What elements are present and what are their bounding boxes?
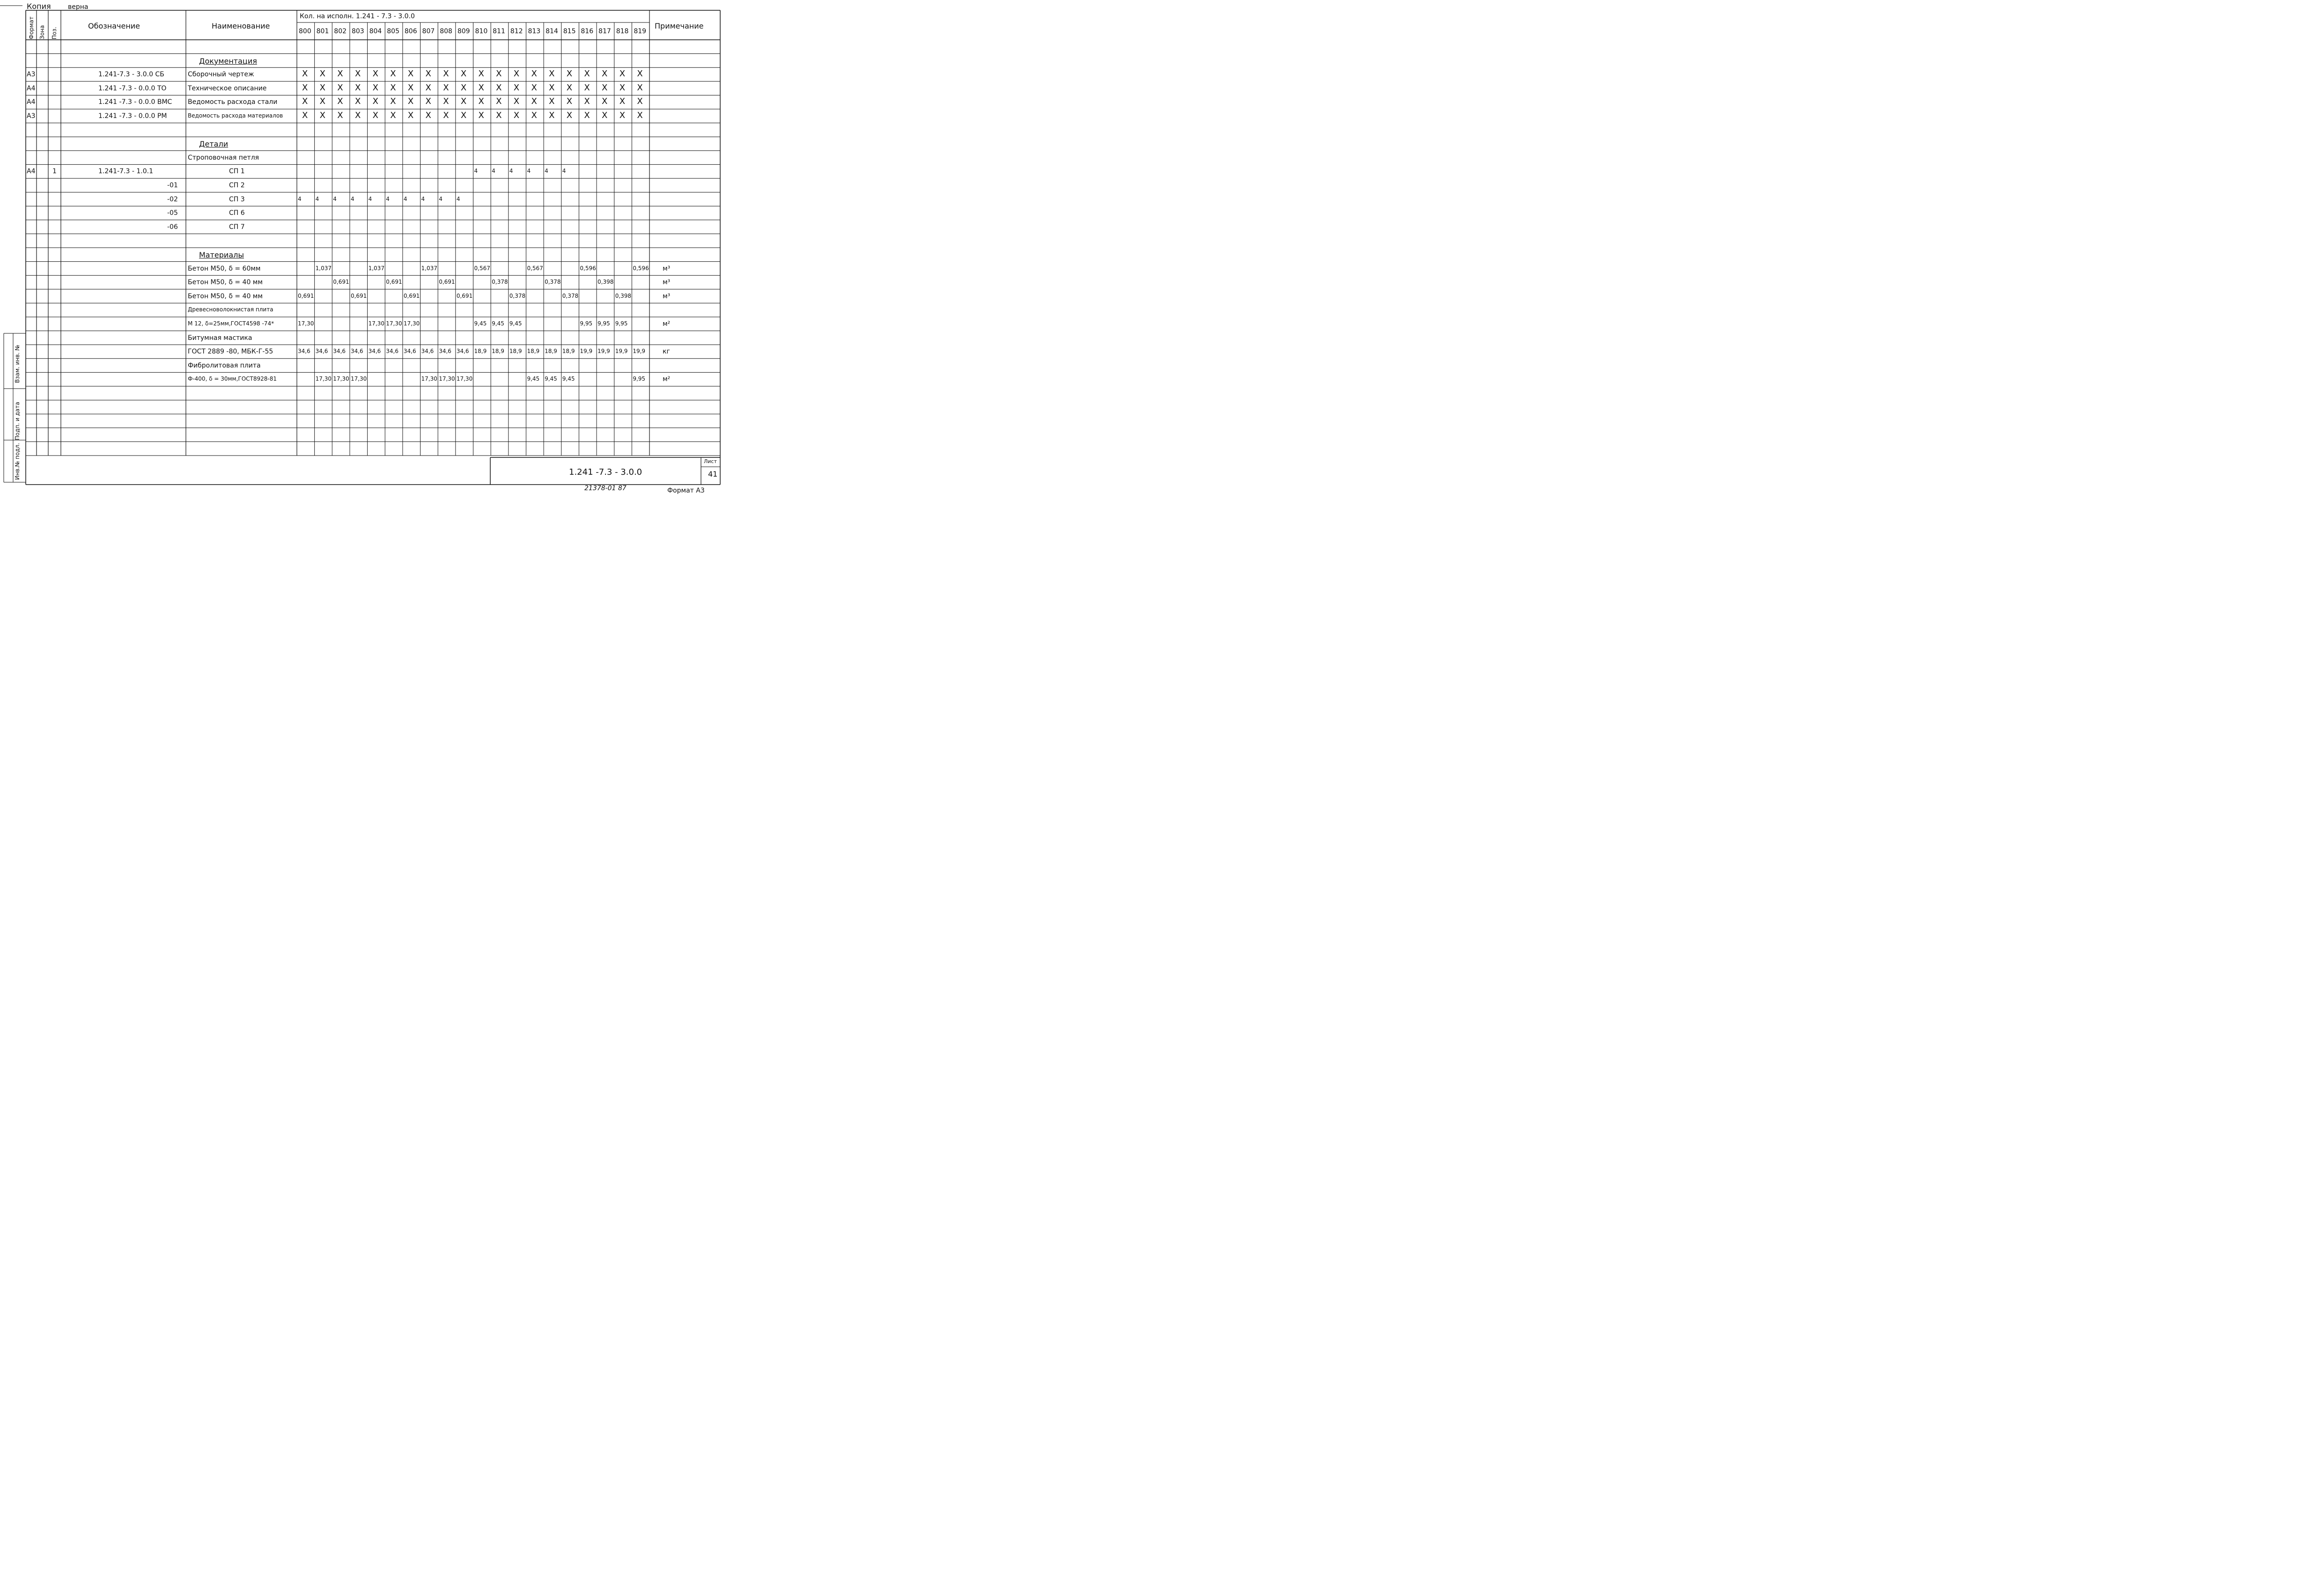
- row-designation: 1.241-7.3 - 3.0.0 СБ: [98, 71, 164, 79]
- sheet-number: 41: [708, 470, 718, 478]
- check-mark: X: [443, 82, 449, 93]
- check-mark: X: [319, 82, 325, 93]
- qty-value: 0,691: [386, 279, 402, 286]
- check-mark: X: [637, 82, 643, 93]
- check-mark: X: [390, 69, 396, 79]
- check-mark: X: [478, 96, 484, 107]
- qty-value: 17,30: [333, 375, 349, 383]
- qty-value: 34,6: [439, 348, 451, 355]
- section-heading: Материалы: [199, 250, 244, 259]
- row-format: А3: [27, 71, 36, 79]
- check-mark: X: [584, 110, 590, 120]
- qty-value: 4: [545, 168, 548, 175]
- check-mark: X: [372, 96, 378, 107]
- check-mark: X: [584, 96, 590, 107]
- qty-value: 19,9: [580, 348, 593, 355]
- sheet-label: Лист: [704, 458, 717, 464]
- row-format: А4: [27, 98, 36, 106]
- check-mark: X: [549, 96, 555, 107]
- qty-value: 9,45: [474, 320, 487, 327]
- qty-value: 17,30: [298, 320, 314, 327]
- qty-value: 4: [527, 168, 531, 175]
- qty-value: 9,45: [545, 375, 557, 383]
- check-mark: X: [549, 82, 555, 93]
- qty-value: 0,567: [474, 265, 490, 272]
- row-format: А4: [27, 168, 36, 176]
- row-item-name: СП 6: [229, 209, 245, 217]
- check-mark: X: [302, 69, 308, 79]
- row-unit: м³: [663, 292, 671, 300]
- qty-value: 9,95: [633, 375, 646, 383]
- check-mark: X: [390, 96, 396, 107]
- check-mark: X: [319, 110, 325, 120]
- row-unit: м²: [663, 320, 671, 328]
- row-name: Ведомость расхода стали: [188, 98, 278, 106]
- row-name: Древесноволокнистая плита: [188, 306, 273, 313]
- check-mark: X: [478, 69, 484, 79]
- check-mark: X: [496, 69, 502, 79]
- qty-value: 0,398: [615, 292, 632, 299]
- qty-value: 4: [315, 195, 319, 202]
- column-header-805: 805: [387, 28, 399, 35]
- qty-value: 34,6: [421, 348, 434, 355]
- qty-value: 17,30: [315, 375, 332, 383]
- row-name: Ведомость расхода материалов: [188, 112, 283, 119]
- qty-value: 9,95: [598, 320, 610, 327]
- qty-value: 17,30: [456, 375, 473, 383]
- column-header-803: 803: [351, 28, 364, 35]
- check-mark: X: [496, 96, 502, 107]
- qty-value: 0,691: [298, 292, 314, 299]
- check-mark: X: [302, 82, 308, 93]
- check-mark: X: [354, 69, 361, 79]
- check-mark: X: [302, 110, 308, 120]
- qty-value: 9,95: [615, 320, 628, 327]
- row-name: М 12, δ=25мм,ГОСТ4598 -74*: [188, 320, 274, 327]
- check-mark: X: [584, 69, 590, 79]
- qty-value: 4: [403, 195, 407, 202]
- qty-value: 34,6: [350, 348, 363, 355]
- check-mark: X: [337, 96, 343, 107]
- qty-value: 34,6: [368, 348, 381, 355]
- check-mark: X: [602, 110, 608, 120]
- column-header-811: 811: [493, 28, 505, 35]
- check-mark: X: [602, 82, 608, 93]
- header-designation: Обозначение: [88, 22, 140, 30]
- qty-value: 17,30: [439, 375, 455, 383]
- check-mark: X: [443, 96, 449, 107]
- check-mark: X: [637, 110, 643, 120]
- check-mark: X: [566, 96, 573, 107]
- row-item-name: СП 2: [229, 182, 245, 189]
- qty-value: 9,45: [509, 320, 522, 327]
- check-mark: X: [566, 82, 573, 93]
- row-name: ГОСТ 2889 -80, МБК-Г-55: [188, 348, 273, 356]
- column-header-808: 808: [440, 28, 452, 35]
- side-inv-orig: Инв.№ подл.: [14, 443, 21, 480]
- qty-value: 0,398: [598, 279, 614, 286]
- qty-value: 4: [386, 195, 390, 202]
- column-header-819: 819: [634, 28, 647, 35]
- column-header-810: 810: [475, 28, 488, 35]
- row-designation: 1.241-7.3 - 1.0.1: [98, 168, 153, 176]
- row-designation: 1.241 -7.3 - 0.0.0 ТО: [98, 84, 167, 92]
- row-name: Ф-400, δ = 30мм,ГОСТ8928-81: [188, 375, 277, 383]
- qty-value: 0,691: [350, 292, 367, 299]
- row-item-name: СП 1: [229, 168, 245, 176]
- qty-value: 17,30: [403, 320, 420, 327]
- qty-value: 19,9: [633, 348, 646, 355]
- check-mark: X: [354, 82, 361, 93]
- row-name: Сборочный чертеж: [188, 71, 254, 79]
- check-mark: X: [460, 110, 467, 120]
- check-mark: X: [513, 110, 520, 120]
- check-mark: X: [319, 69, 325, 79]
- qty-value: 4: [492, 168, 495, 175]
- doc-code: 1.241 -7.3 - 3.0.0: [569, 467, 642, 477]
- check-mark: X: [549, 69, 555, 79]
- column-header-800: 800: [299, 28, 311, 35]
- row-name: Битумная мастика: [188, 334, 252, 342]
- qty-value: 34,6: [298, 348, 310, 355]
- column-header-802: 802: [334, 28, 347, 35]
- header-note: Примечание: [655, 22, 704, 30]
- check-mark: X: [407, 69, 414, 79]
- column-header-809: 809: [457, 28, 470, 35]
- qty-value: 0,378: [492, 279, 508, 286]
- check-mark: X: [372, 110, 378, 120]
- row-designation: -02: [167, 195, 178, 203]
- true-label: верна: [68, 3, 89, 11]
- check-mark: X: [619, 82, 626, 93]
- qty-value: 17,30: [421, 375, 437, 383]
- row-designation: 1.241 -7.3 - 0.0.0 РМ: [98, 112, 167, 120]
- row-item-name: СП 7: [229, 223, 245, 231]
- check-mark: X: [337, 82, 343, 93]
- check-mark: X: [354, 96, 361, 107]
- header-qty: Кол. на исполн. 1.241 - 7.3 - 3.0.0: [300, 13, 415, 20]
- qty-value: 1,037: [315, 265, 332, 272]
- qty-value: 4: [474, 168, 478, 175]
- check-mark: X: [425, 96, 431, 107]
- check-mark: X: [619, 96, 626, 107]
- check-mark: X: [390, 110, 396, 120]
- qty-value: 4: [333, 195, 337, 202]
- check-mark: X: [584, 82, 590, 93]
- qty-value: 1,037: [421, 265, 437, 272]
- check-mark: X: [496, 110, 502, 120]
- qty-value: 4: [439, 195, 443, 202]
- qty-value: 4: [350, 195, 354, 202]
- qty-value: 17,30: [386, 320, 402, 327]
- check-mark: X: [302, 96, 308, 107]
- check-mark: X: [531, 69, 537, 79]
- header-name: Наименование: [212, 22, 270, 30]
- section-heading: Документация: [199, 56, 257, 66]
- check-mark: X: [460, 82, 467, 93]
- check-mark: X: [566, 69, 573, 79]
- section-heading: Детали: [199, 140, 229, 149]
- column-header-804: 804: [369, 28, 382, 35]
- row-format: А3: [27, 112, 36, 120]
- qty-value: 9,95: [580, 320, 593, 327]
- header-format: Формат: [28, 16, 35, 39]
- column-header-806: 806: [404, 28, 417, 35]
- check-mark: X: [619, 110, 626, 120]
- order-number: 21378-01 87: [584, 485, 627, 492]
- check-mark: X: [531, 82, 537, 93]
- qty-value: 18,9: [527, 348, 540, 355]
- check-mark: X: [390, 82, 396, 93]
- column-header-801: 801: [316, 28, 329, 35]
- header-zone: Зона: [39, 25, 45, 39]
- check-mark: X: [602, 96, 608, 107]
- check-mark: X: [337, 110, 343, 120]
- row-item-name: СП 3: [229, 195, 245, 203]
- qty-value: 4: [456, 195, 460, 202]
- qty-value: 1,037: [368, 265, 384, 272]
- check-mark: X: [443, 69, 449, 79]
- check-mark: X: [425, 110, 431, 120]
- row-name: Фибролитовая плита: [188, 361, 261, 369]
- column-header-812: 812: [510, 28, 523, 35]
- qty-value: 0,691: [439, 279, 455, 286]
- check-mark: X: [443, 110, 449, 120]
- check-mark: X: [549, 110, 555, 120]
- qty-value: 18,9: [474, 348, 487, 355]
- qty-value: 9,45: [527, 375, 540, 383]
- qty-value: 34,6: [456, 348, 469, 355]
- check-mark: X: [354, 110, 361, 120]
- qty-value: 9,45: [562, 375, 575, 383]
- row-position: 1: [52, 168, 57, 176]
- format-label: Формат А3: [667, 487, 705, 494]
- row-unit: м³: [663, 265, 671, 272]
- row-name: Техническое описание: [188, 84, 267, 92]
- qty-value: 0,378: [509, 292, 526, 299]
- qty-value: 0,378: [562, 292, 579, 299]
- check-mark: X: [513, 69, 520, 79]
- check-mark: X: [637, 69, 643, 79]
- check-mark: X: [478, 82, 484, 93]
- check-mark: X: [637, 96, 643, 107]
- row-unit: м²: [663, 375, 671, 383]
- check-mark: X: [602, 69, 608, 79]
- qty-value: 4: [562, 168, 566, 175]
- side-replace-inv: Взам. инв. №: [14, 345, 21, 383]
- check-mark: X: [425, 69, 431, 79]
- check-mark: X: [407, 82, 414, 93]
- qty-value: 0,691: [403, 292, 420, 299]
- row-designation: -05: [167, 209, 178, 217]
- check-mark: X: [531, 110, 537, 120]
- check-mark: X: [425, 82, 431, 93]
- copy-label: Копия: [27, 2, 51, 11]
- qty-value: 18,9: [509, 348, 522, 355]
- qty-value: 0,378: [545, 279, 561, 286]
- check-mark: X: [566, 110, 573, 120]
- check-mark: X: [496, 82, 502, 93]
- row-format: А4: [27, 84, 36, 92]
- row-unit: кг: [663, 348, 670, 356]
- qty-value: 17,30: [350, 375, 367, 383]
- qty-value: 19,9: [615, 348, 628, 355]
- qty-value: 34,6: [403, 348, 416, 355]
- column-header-818: 818: [616, 28, 629, 35]
- column-header-807: 807: [422, 28, 435, 35]
- qty-value: 0,691: [333, 279, 349, 286]
- qty-value: 0,596: [633, 265, 649, 272]
- row-name: Бетон М50, δ = 40 мм: [188, 292, 263, 300]
- column-header-813: 813: [528, 28, 541, 35]
- check-mark: X: [407, 96, 414, 107]
- check-mark: X: [478, 110, 484, 120]
- column-header-815: 815: [563, 28, 576, 35]
- check-mark: X: [372, 69, 378, 79]
- check-mark: X: [531, 96, 537, 107]
- check-mark: X: [319, 96, 325, 107]
- spec-sheet: [0, 0, 734, 498]
- row-designation: 1.241 -7.3 - 0.0.0 ВМС: [98, 98, 172, 106]
- column-header-816: 816: [581, 28, 594, 35]
- row-designation: -01: [167, 182, 178, 189]
- column-header-814: 814: [546, 28, 558, 35]
- row-name: Бетон М50, δ = 60мм: [188, 265, 261, 272]
- row-name: Строповочная петля: [188, 154, 259, 162]
- qty-value: 4: [421, 195, 425, 202]
- qty-value: 34,6: [333, 348, 346, 355]
- check-mark: X: [407, 110, 414, 120]
- check-mark: X: [513, 96, 520, 107]
- check-mark: X: [513, 82, 520, 93]
- row-unit: м³: [663, 279, 671, 287]
- row-name: Бетон М50, δ = 40 мм: [188, 279, 263, 287]
- qty-value: 18,9: [492, 348, 504, 355]
- qty-value: 0,691: [456, 292, 473, 299]
- check-mark: X: [460, 69, 467, 79]
- qty-value: 4: [298, 195, 302, 202]
- row-designation: -06: [167, 223, 178, 231]
- qty-value: 19,9: [598, 348, 610, 355]
- qty-value: 9,45: [492, 320, 504, 327]
- qty-value: 4: [368, 195, 372, 202]
- qty-value: 0,567: [527, 265, 543, 272]
- check-mark: X: [460, 96, 467, 107]
- qty-value: 34,6: [315, 348, 328, 355]
- header-pos: Поз.: [51, 27, 58, 39]
- qty-value: 0,596: [580, 265, 596, 272]
- check-mark: X: [619, 69, 626, 79]
- qty-value: 4: [509, 168, 513, 175]
- check-mark: X: [337, 69, 343, 79]
- check-mark: X: [372, 82, 378, 93]
- qty-value: 17,30: [368, 320, 384, 327]
- column-header-817: 817: [598, 28, 611, 35]
- qty-value: 18,9: [545, 348, 557, 355]
- side-sign-date: Подп. и дата: [14, 402, 21, 440]
- qty-value: 18,9: [562, 348, 575, 355]
- qty-value: 34,6: [386, 348, 398, 355]
